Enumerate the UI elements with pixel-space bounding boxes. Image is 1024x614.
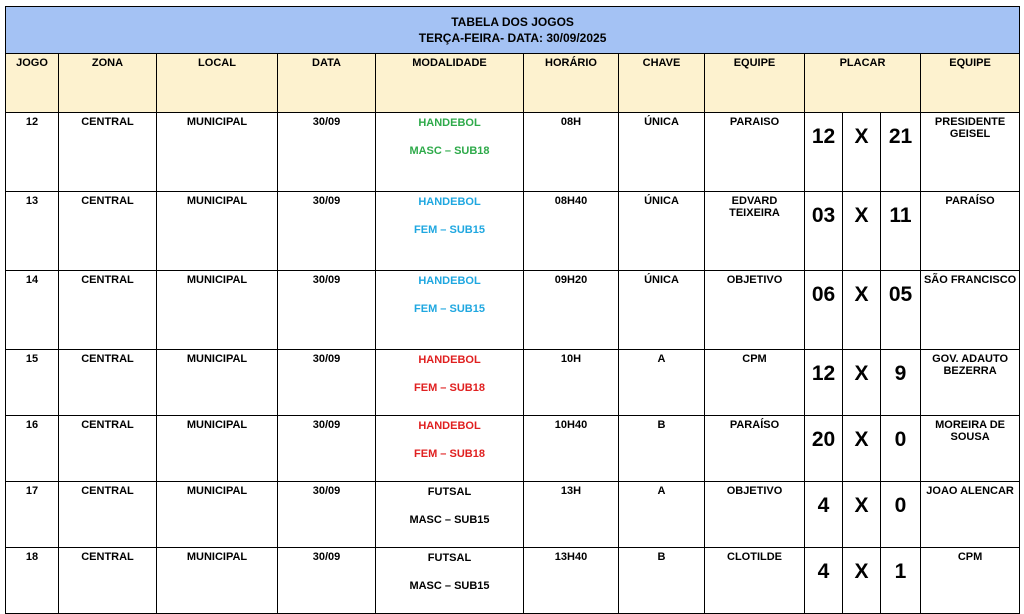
col-header-placar: PLACAR — [805, 54, 921, 113]
cell-zona: CENTRAL — [59, 416, 157, 482]
table-row — [6, 416, 1020, 482]
cell-jogo: 18 — [6, 548, 59, 614]
modalidade-sport: HANDEBOL — [418, 117, 481, 129]
cell-modalidade — [376, 192, 524, 271]
cell-equipe2: SÃO FRANCISCO — [921, 271, 1020, 350]
cell-equipe1: EDVARD TEIXEIRA — [705, 192, 805, 271]
col-header-horario: HORÁRIO — [524, 54, 619, 113]
score-away: 11 — [881, 192, 921, 271]
modalidade-sport: HANDEBOL — [418, 196, 481, 208]
games-table — [5, 6, 1020, 614]
score-versus: X — [843, 350, 881, 416]
cell-equipe1: OBJETIVO — [705, 482, 805, 548]
cell-jogo: 16 — [6, 416, 59, 482]
cell-data: 30/09 — [278, 416, 376, 482]
score-away: 0 — [881, 416, 921, 482]
table-row — [6, 350, 1020, 416]
cell-data: 30/09 — [278, 192, 376, 271]
cell-data: 30/09 — [278, 113, 376, 192]
table-body — [6, 113, 1020, 614]
cell-horario: 10H40 — [524, 416, 619, 482]
cell-equipe2: PARAÍSO — [921, 192, 1020, 271]
table-row — [6, 192, 1020, 271]
cell-modalidade — [376, 350, 524, 416]
score-away: 9 — [881, 350, 921, 416]
modalidade-category: FEM – SUB15 — [414, 224, 485, 236]
cell-data: 30/09 — [278, 548, 376, 614]
score-versus: X — [843, 271, 881, 350]
score-versus: X — [843, 113, 881, 192]
cell-chave: B — [619, 416, 705, 482]
cell-jogo: 14 — [6, 271, 59, 350]
score-home: 03 — [805, 192, 843, 271]
modalidade-category: FEM – SUB18 — [414, 448, 485, 460]
cell-zona: CENTRAL — [59, 192, 157, 271]
modalidade-category: MASC – SUB15 — [409, 514, 490, 526]
cell-horario: 13H40 — [524, 548, 619, 614]
col-header-data: DATA — [278, 54, 376, 113]
cell-local: MUNICIPAL — [157, 350, 278, 416]
cell-zona: CENTRAL — [59, 350, 157, 416]
modalidade-category: MASC – SUB18 — [409, 145, 490, 157]
cell-equipe2: GOV. ADAUTO BEZERRA — [921, 350, 1020, 416]
modalidade-category: MASC – SUB15 — [409, 580, 490, 592]
score-home: 06 — [805, 271, 843, 350]
cell-chave: ÚNICA — [619, 271, 705, 350]
cell-jogo: 12 — [6, 113, 59, 192]
cell-zona: CENTRAL — [59, 482, 157, 548]
column-header-row — [6, 54, 1020, 113]
col-header-jogo: JOGO — [6, 54, 59, 113]
cell-equipe1: PARAISO — [705, 113, 805, 192]
cell-modalidade — [376, 482, 524, 548]
score-home: 12 — [805, 350, 843, 416]
modalidade-category: FEM – SUB15 — [414, 303, 485, 315]
cell-modalidade — [376, 548, 524, 614]
score-versus: X — [843, 192, 881, 271]
cell-horario: 13H — [524, 482, 619, 548]
cell-zona: CENTRAL — [59, 271, 157, 350]
cell-local: MUNICIPAL — [157, 192, 278, 271]
score-home: 20 — [805, 416, 843, 482]
cell-jogo: 13 — [6, 192, 59, 271]
cell-equipe1: OBJETIVO — [705, 271, 805, 350]
table-row — [6, 113, 1020, 192]
cell-chave: B — [619, 548, 705, 614]
cell-local: MUNICIPAL — [157, 548, 278, 614]
table-row — [6, 482, 1020, 548]
score-away: 0 — [881, 482, 921, 548]
cell-equipe1: PARAÍSO — [705, 416, 805, 482]
cell-chave: ÚNICA — [619, 192, 705, 271]
table-row — [6, 548, 1020, 614]
modalidade-sport: HANDEBOL — [418, 275, 481, 287]
table-title-cell — [6, 7, 1020, 54]
col-header-local: LOCAL — [157, 54, 278, 113]
modalidade-category: FEM – SUB18 — [414, 382, 485, 394]
cell-modalidade — [376, 271, 524, 350]
cell-local: MUNICIPAL — [157, 113, 278, 192]
cell-chave: A — [619, 350, 705, 416]
cell-jogo: 15 — [6, 350, 59, 416]
score-versus: X — [843, 482, 881, 548]
cell-modalidade — [376, 416, 524, 482]
modalidade-sport: FUTSAL — [427, 552, 472, 564]
score-home: 4 — [805, 482, 843, 548]
score-home: 12 — [805, 113, 843, 192]
cell-equipe1: CPM — [705, 350, 805, 416]
cell-data: 30/09 — [278, 350, 376, 416]
score-versus: X — [843, 548, 881, 614]
score-versus: X — [843, 416, 881, 482]
col-header-modalidade: MODALIDADE — [376, 54, 524, 113]
col-header-equipe2: EQUIPE — [921, 54, 1020, 113]
cell-data: 30/09 — [278, 482, 376, 548]
score-away: 05 — [881, 271, 921, 350]
score-home: 4 — [805, 548, 843, 614]
cell-local: MUNICIPAL — [157, 416, 278, 482]
cell-local: MUNICIPAL — [157, 271, 278, 350]
cell-equipe2: PRESIDENTE GEISEL — [921, 113, 1020, 192]
games-table-sheet — [5, 6, 1019, 614]
cell-equipe1: CLOTILDE — [705, 548, 805, 614]
cell-zona: CENTRAL — [59, 113, 157, 192]
cell-horario: 08H — [524, 113, 619, 192]
cell-data: 30/09 — [278, 271, 376, 350]
cell-horario: 09H20 — [524, 271, 619, 350]
score-away: 1 — [881, 548, 921, 614]
modalidade-sport: HANDEBOL — [418, 420, 481, 432]
page-title: TABELA DOS JOGOS — [451, 15, 574, 29]
col-header-chave: CHAVE — [619, 54, 705, 113]
cell-zona: CENTRAL — [59, 548, 157, 614]
cell-horario: 10H — [524, 350, 619, 416]
cell-chave: A — [619, 482, 705, 548]
modalidade-sport: FUTSAL — [427, 486, 472, 498]
cell-horario: 08H40 — [524, 192, 619, 271]
modalidade-sport: HANDEBOL — [418, 354, 481, 366]
table-row — [6, 271, 1020, 350]
cell-equipe2: CPM — [921, 548, 1020, 614]
cell-equipe2: MOREIRA DE SOUSA — [921, 416, 1020, 482]
cell-local: MUNICIPAL — [157, 482, 278, 548]
page-subtitle: TERÇA-FEIRA- DATA: 30/09/2025 — [418, 31, 607, 45]
cell-jogo: 17 — [6, 482, 59, 548]
cell-modalidade — [376, 113, 524, 192]
col-header-equipe1: EQUIPE — [705, 54, 805, 113]
cell-chave: ÚNICA — [619, 113, 705, 192]
cell-equipe2: JOAO ALENCAR — [921, 482, 1020, 548]
score-away: 21 — [881, 113, 921, 192]
col-header-zona: ZONA — [59, 54, 157, 113]
